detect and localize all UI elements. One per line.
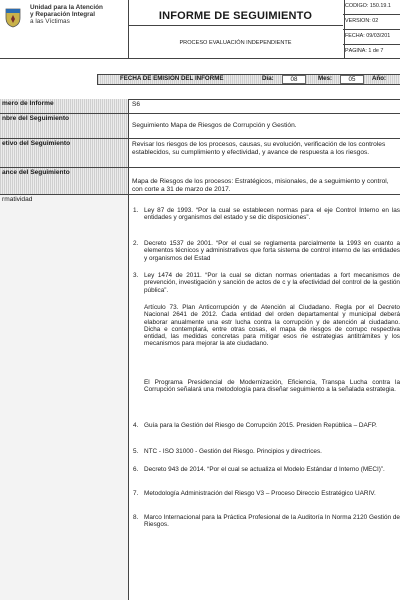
row-label-cell (0, 195, 128, 600)
page-field: PÁGINA: 1 de 7 (345, 48, 384, 54)
version-field: VERSIÓN: 02 (345, 18, 379, 24)
entity-line: y Reparación Integral (30, 11, 95, 19)
row-value-cell (129, 114, 400, 139)
item-text: Marco Internacional para la Práctica Profesional de la Auditoría In Norma 2120 Gestión de Riesgos. (144, 514, 400, 529)
report-number: S6 (132, 101, 141, 108)
divider (343, 29, 400, 30)
entity-line: Unidad para la Atención (30, 4, 103, 11)
row-label-cell (0, 168, 128, 195)
regulation-item (133, 490, 400, 506)
item-text: Guía para la Gestión del Riesgo de Corrupción 2015. Presiden República – DAFP. (144, 422, 377, 429)
item-text: NTC - ISO 31000 - Gestión del Riesgo. Principios y directrices. (144, 448, 322, 455)
row-value-cell (129, 168, 400, 195)
item-number: 3. (133, 272, 139, 279)
regulation-item (133, 240, 400, 264)
entity-name (30, 4, 103, 26)
regulation-item (133, 514, 400, 530)
entity-line: a las Víctimas (30, 18, 70, 26)
regulation-item (133, 272, 400, 296)
item-text: Metodología Administración del Riesgo V3 – Proceso Direccio Estratégico UARIV. (144, 490, 376, 497)
item-text: Decreto 1537 de 2001. “Por el cual se reglamenta parcialmente la 1993 en cuanto a elementos técnicos y administrativos que forta sistema de control interno de las entidades y organismos del Estad (144, 240, 400, 262)
process-name: PROCESO EVALUACIÓN INDEPENDIENTE (179, 40, 292, 46)
follow-up-objective: Revisar los riesgos de los procesos, causas, su evolución, verificación de los controles establecidos, su cumplimiento y efectividad, y avance de respuesta a los riesgos. (132, 141, 386, 156)
title-box (128, 0, 345, 58)
row-label-cell (0, 114, 128, 139)
program-paragraph: El Programa Presidencial de Modernización, Eficiencia, Transpa Lucha contra la Corrupción señalará una metodología para diseñar seguimiento a la señalada estrategia. (144, 379, 400, 394)
item-number: 8. (133, 514, 139, 521)
row-label-cell (0, 139, 128, 168)
month-value: 05 (340, 75, 364, 84)
month-label: Mes: (318, 75, 333, 82)
date-field: FECHA: 09/03/201 (345, 33, 391, 39)
divider (343, 44, 400, 45)
item-number: 7. (133, 490, 139, 497)
item-number: 6. (133, 466, 139, 473)
row-value-cell (129, 99, 400, 114)
day-label: Día: (262, 75, 274, 82)
regulation-item (133, 466, 400, 482)
follow-up-name: Seguimiento Mapa de Riesgos de Corrupción y Gestión. (132, 122, 297, 129)
divider (128, 25, 343, 26)
item-text: Decreto 943 de 2014. “Por el cual se actualiza el Modelo Estándar d Interno (MECI)”. (144, 466, 385, 473)
row-label: etivo del Seguimiento (2, 140, 71, 147)
article-73-paragraph: Artículo 73. Plan Anticorrupción y de Atención al Ciudadano. Regla por el Decreto Nacional 2641 de 2012. Cada entidad del orden departamental y municipal deberá elaborar anualmente una estr lucha contra la corrupción y de atención al ciudadano. Dicha e contemplará, entre otras cosas, el mapa de riesgos de corrupc respectiva entidad, las medidas concretas para mitigar esos rie estrategias antitrámites y los mecanismos para mejorar la ate ciudadano. (144, 304, 400, 348)
row-label: nbre del Seguimiento (2, 115, 70, 122)
item-text: Ley 1474 de 2011. “Por la cual se dictan normas orientadas a fort mecanismos de prevención, investigación y sanción de actos de c y la efectividad del control de la gestión pública”. (144, 272, 400, 294)
coat-of-arms-icon (4, 6, 22, 28)
regulation-item (133, 422, 400, 438)
row-label-cell (0, 99, 128, 114)
item-number: 4. (133, 422, 139, 429)
row-value-cell (129, 139, 400, 168)
code-field: CÓDIGO: 150.19.1 (345, 3, 391, 9)
follow-up-scope: Mapa de Riesgos de los procesos: Estratégicos, misionales, de a seguimiento y control, con corte a 31 de marzo de 2017. (132, 178, 389, 193)
regulation-item (133, 207, 400, 231)
regulation-item (133, 448, 400, 457)
emission-date-label: FECHA DE EMISIÓN DEL INFORME (120, 75, 224, 82)
divider (0, 58, 400, 59)
year-label: Año: (372, 75, 387, 82)
item-text: Ley 87 de 1993. “Por la cual se establecen normas para el eje Control Interno en las entidades y organismos del estado y se dic disposiciones”. (144, 207, 400, 222)
report-title: INFORME DE SEGUIMIENTO (158, 10, 313, 22)
divider (343, 14, 400, 15)
row-label: ance del Seguimiento (2, 169, 70, 176)
item-number: 1. (133, 207, 139, 214)
row-label: mero de Informe (2, 100, 54, 107)
row-label: rmatividad (2, 196, 33, 203)
day-value: 08 (282, 75, 306, 84)
item-number: 5. (133, 448, 139, 455)
item-number: 2. (133, 240, 139, 247)
